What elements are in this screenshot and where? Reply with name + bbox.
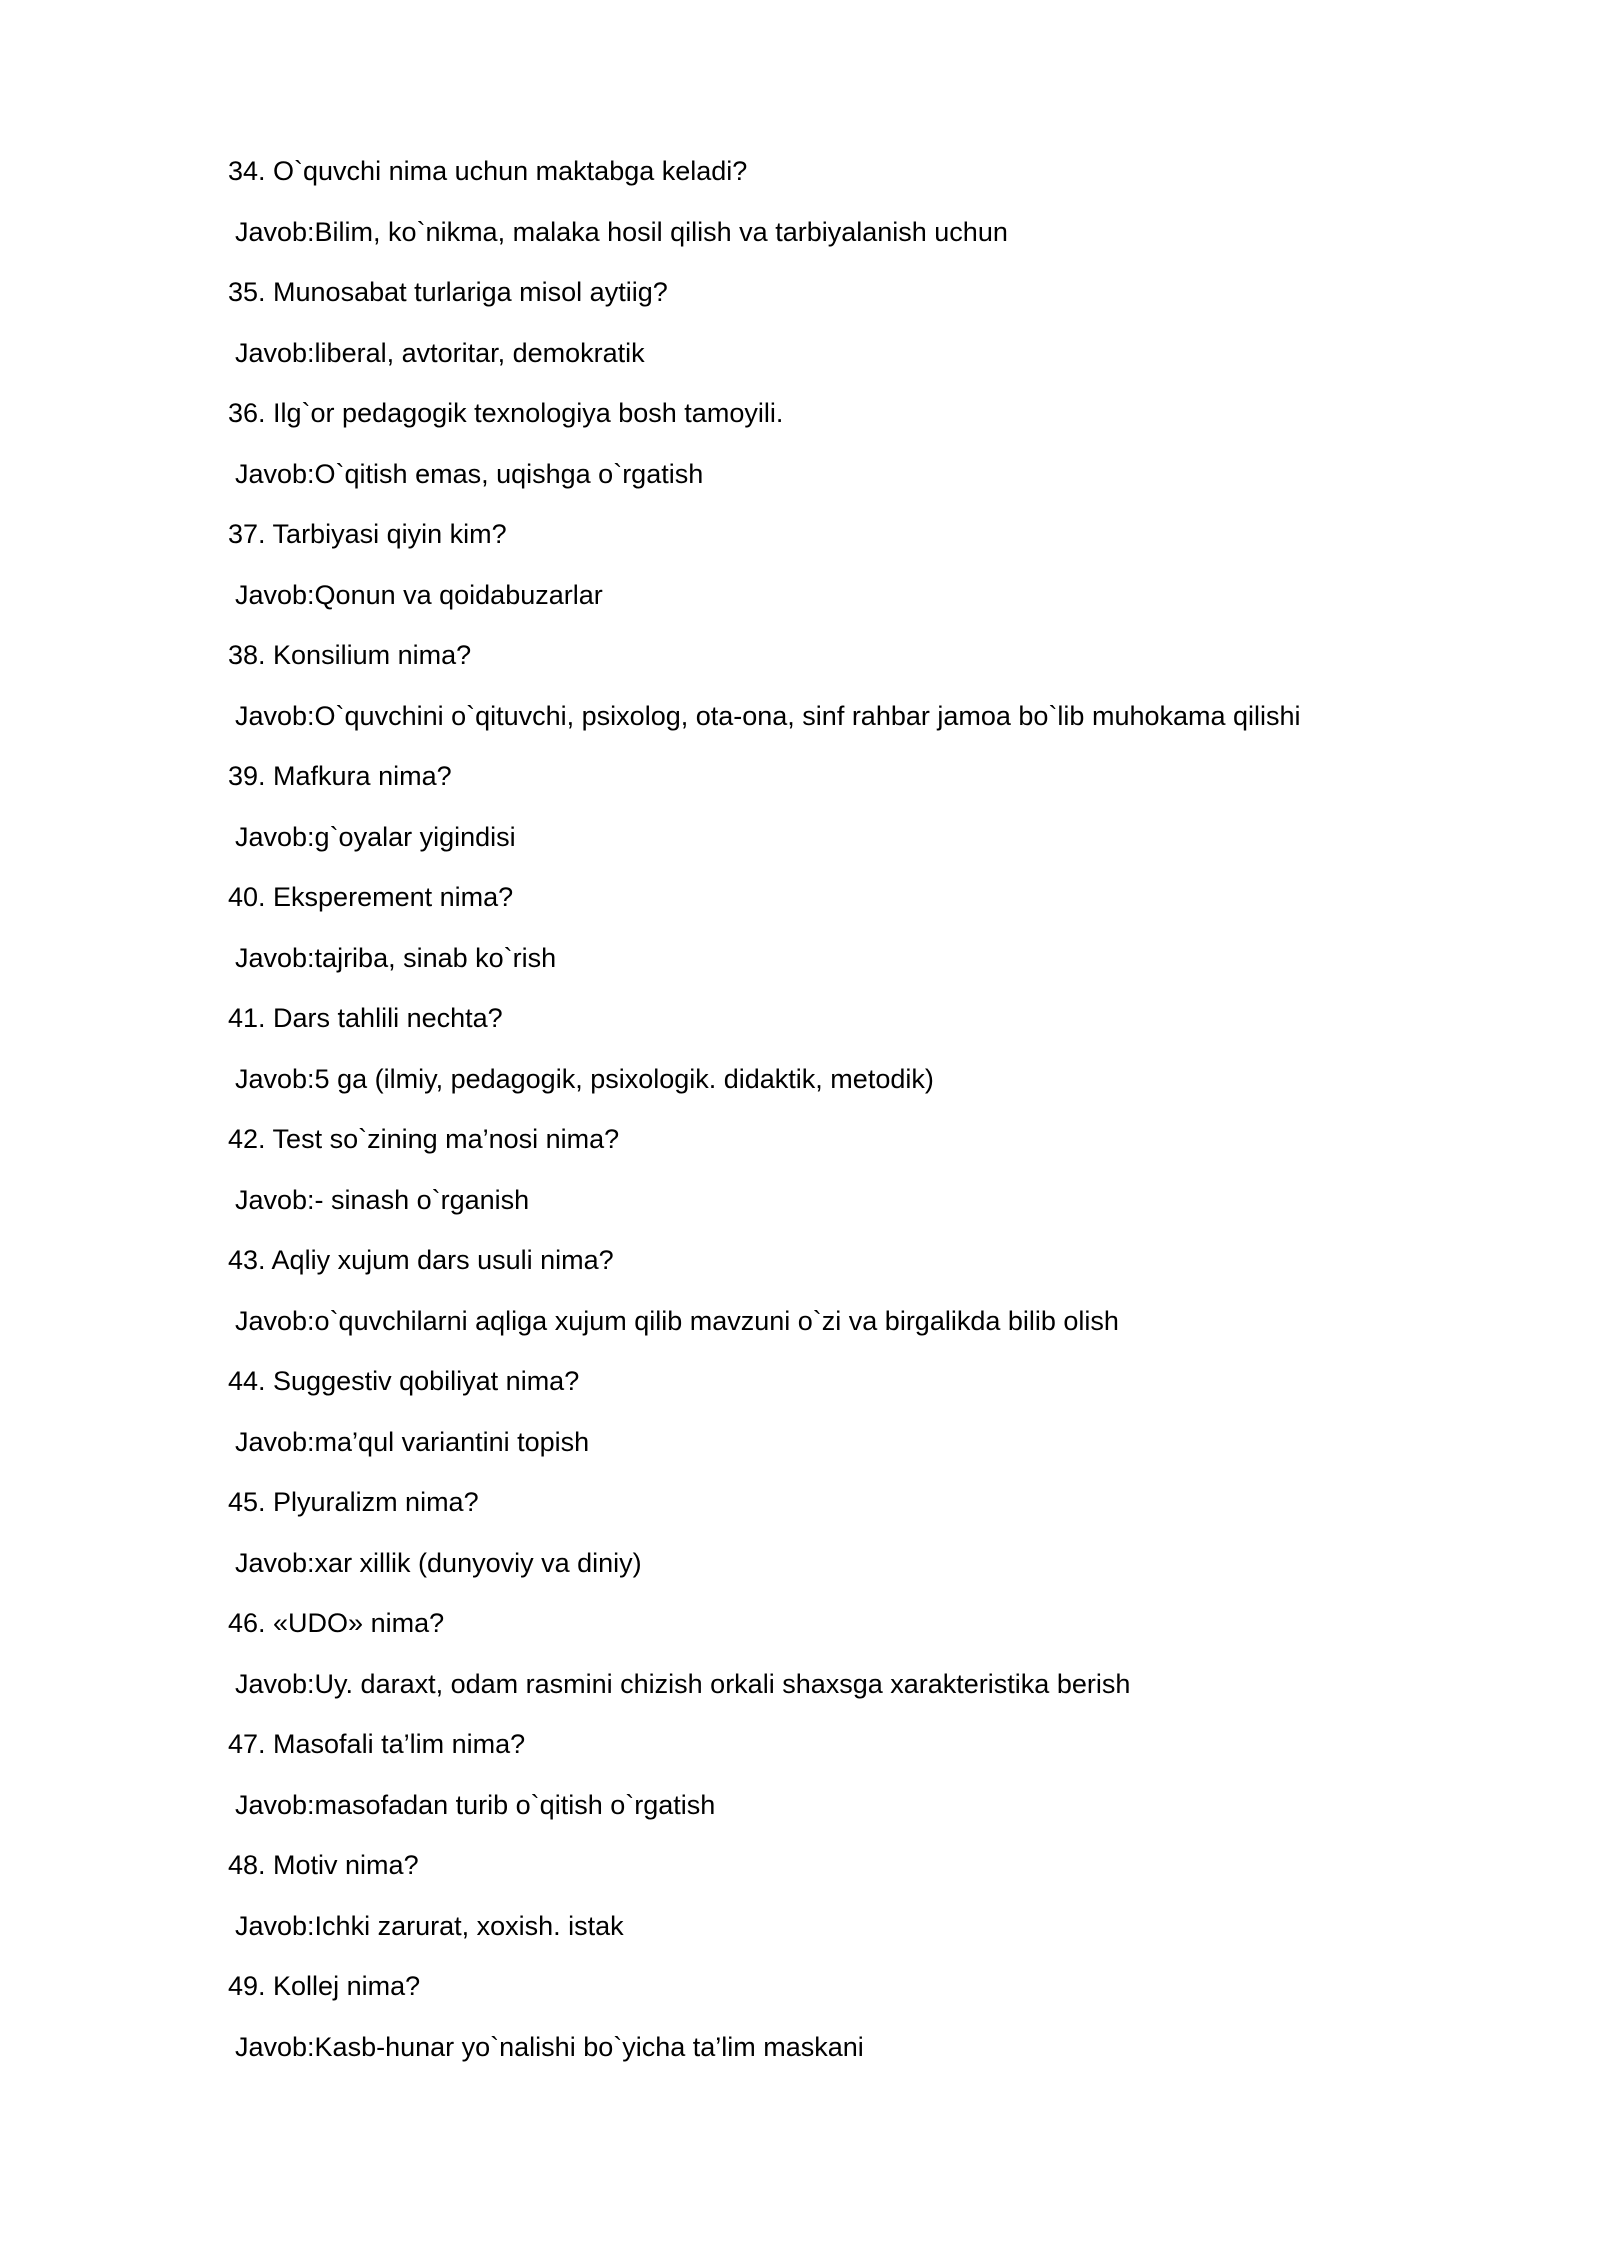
question-41: 41. Dars tahlili nechta? bbox=[228, 1003, 503, 1033]
question-40: 40. Eksperement nima? bbox=[228, 882, 514, 912]
answer-39: Javob:g`oyalar yigindisi bbox=[235, 821, 516, 852]
question-42: 42. Test so`zining ma’nosi nima? bbox=[228, 1124, 620, 1154]
question-49: 49. Kollej nima? bbox=[228, 1971, 421, 2001]
answer-48: Javob:Ichki zarurat, xoxish. istak bbox=[235, 1910, 624, 1941]
question-45: 45. Plyuralizm nima? bbox=[228, 1487, 479, 1517]
question-47: 47. Masofali ta’lim nima? bbox=[228, 1729, 526, 1759]
question-39: 39. Mafkura nima? bbox=[228, 761, 452, 791]
question-44: 44. Suggestiv qobiliyat nima? bbox=[228, 1366, 580, 1396]
answer-42: Javob:- sinash o`rganish bbox=[235, 1184, 530, 1215]
answer-41: Javob:5 ga (ilmiy, pedagogik, psixologik. didaktik, metodik) bbox=[235, 1063, 934, 1094]
answer-49: Javob:Kasb-hunar yo`nalishi bo`yicha ta’lim maskani bbox=[235, 2031, 864, 2062]
answer-37: Javob:Qonun va qoidabuzarlar bbox=[235, 579, 603, 610]
answer-45: Javob:xar xillik (dunyoviy va diniy) bbox=[235, 1547, 642, 1578]
question-36: 36. Ilg`or pedagogik texnologiya bosh tamoyili. bbox=[228, 398, 784, 428]
question-35: 35. Munosabat turlariga misol aytiig? bbox=[228, 277, 668, 307]
question-38: 38. Konsilium nima? bbox=[228, 640, 472, 670]
answer-38: Javob:O`quvchini o`qituvchi, psixolog, ota-ona, sinf rahbar jamoa bo`lib muhokama qilishi bbox=[235, 700, 1301, 731]
qa-list bbox=[228, 148, 1488, 2084]
question-43: 43. Aqliy xujum dars usuli nima? bbox=[228, 1245, 614, 1275]
answer-43: Javob:o`quvchilarni aqliga xujum qilib mavzuni o`zi va birgalikda bilib olish bbox=[235, 1305, 1119, 1336]
answer-47: Javob:masofadan turib o`qitish o`rgatish bbox=[235, 1789, 716, 1820]
question-34: 34. O`quvchi nima uchun maktabga keladi? bbox=[228, 156, 748, 186]
answer-46: Javob:Uy. daraxt, odam rasmini chizish orkali shaxsga xarakteristika berish bbox=[235, 1668, 1131, 1699]
question-46: 46. «UDO» nima? bbox=[228, 1608, 445, 1638]
question-48: 48. Motiv nima? bbox=[228, 1850, 419, 1880]
answer-40: Javob:tajriba, sinab ko`rish bbox=[235, 942, 557, 973]
answer-35: Javob:liberal, avtoritar, demokratik bbox=[235, 337, 645, 368]
answer-36: Javob:O`qitish emas, uqishga o`rgatish bbox=[235, 458, 704, 489]
question-37: 37. Tarbiyasi qiyin kim? bbox=[228, 519, 507, 549]
answer-34: Javob:Bilim, ko`nikma, malaka hosil qilish va tarbiyalanish uchun bbox=[235, 216, 1008, 247]
answer-44: Javob:ma’qul variantini topish bbox=[235, 1426, 590, 1457]
